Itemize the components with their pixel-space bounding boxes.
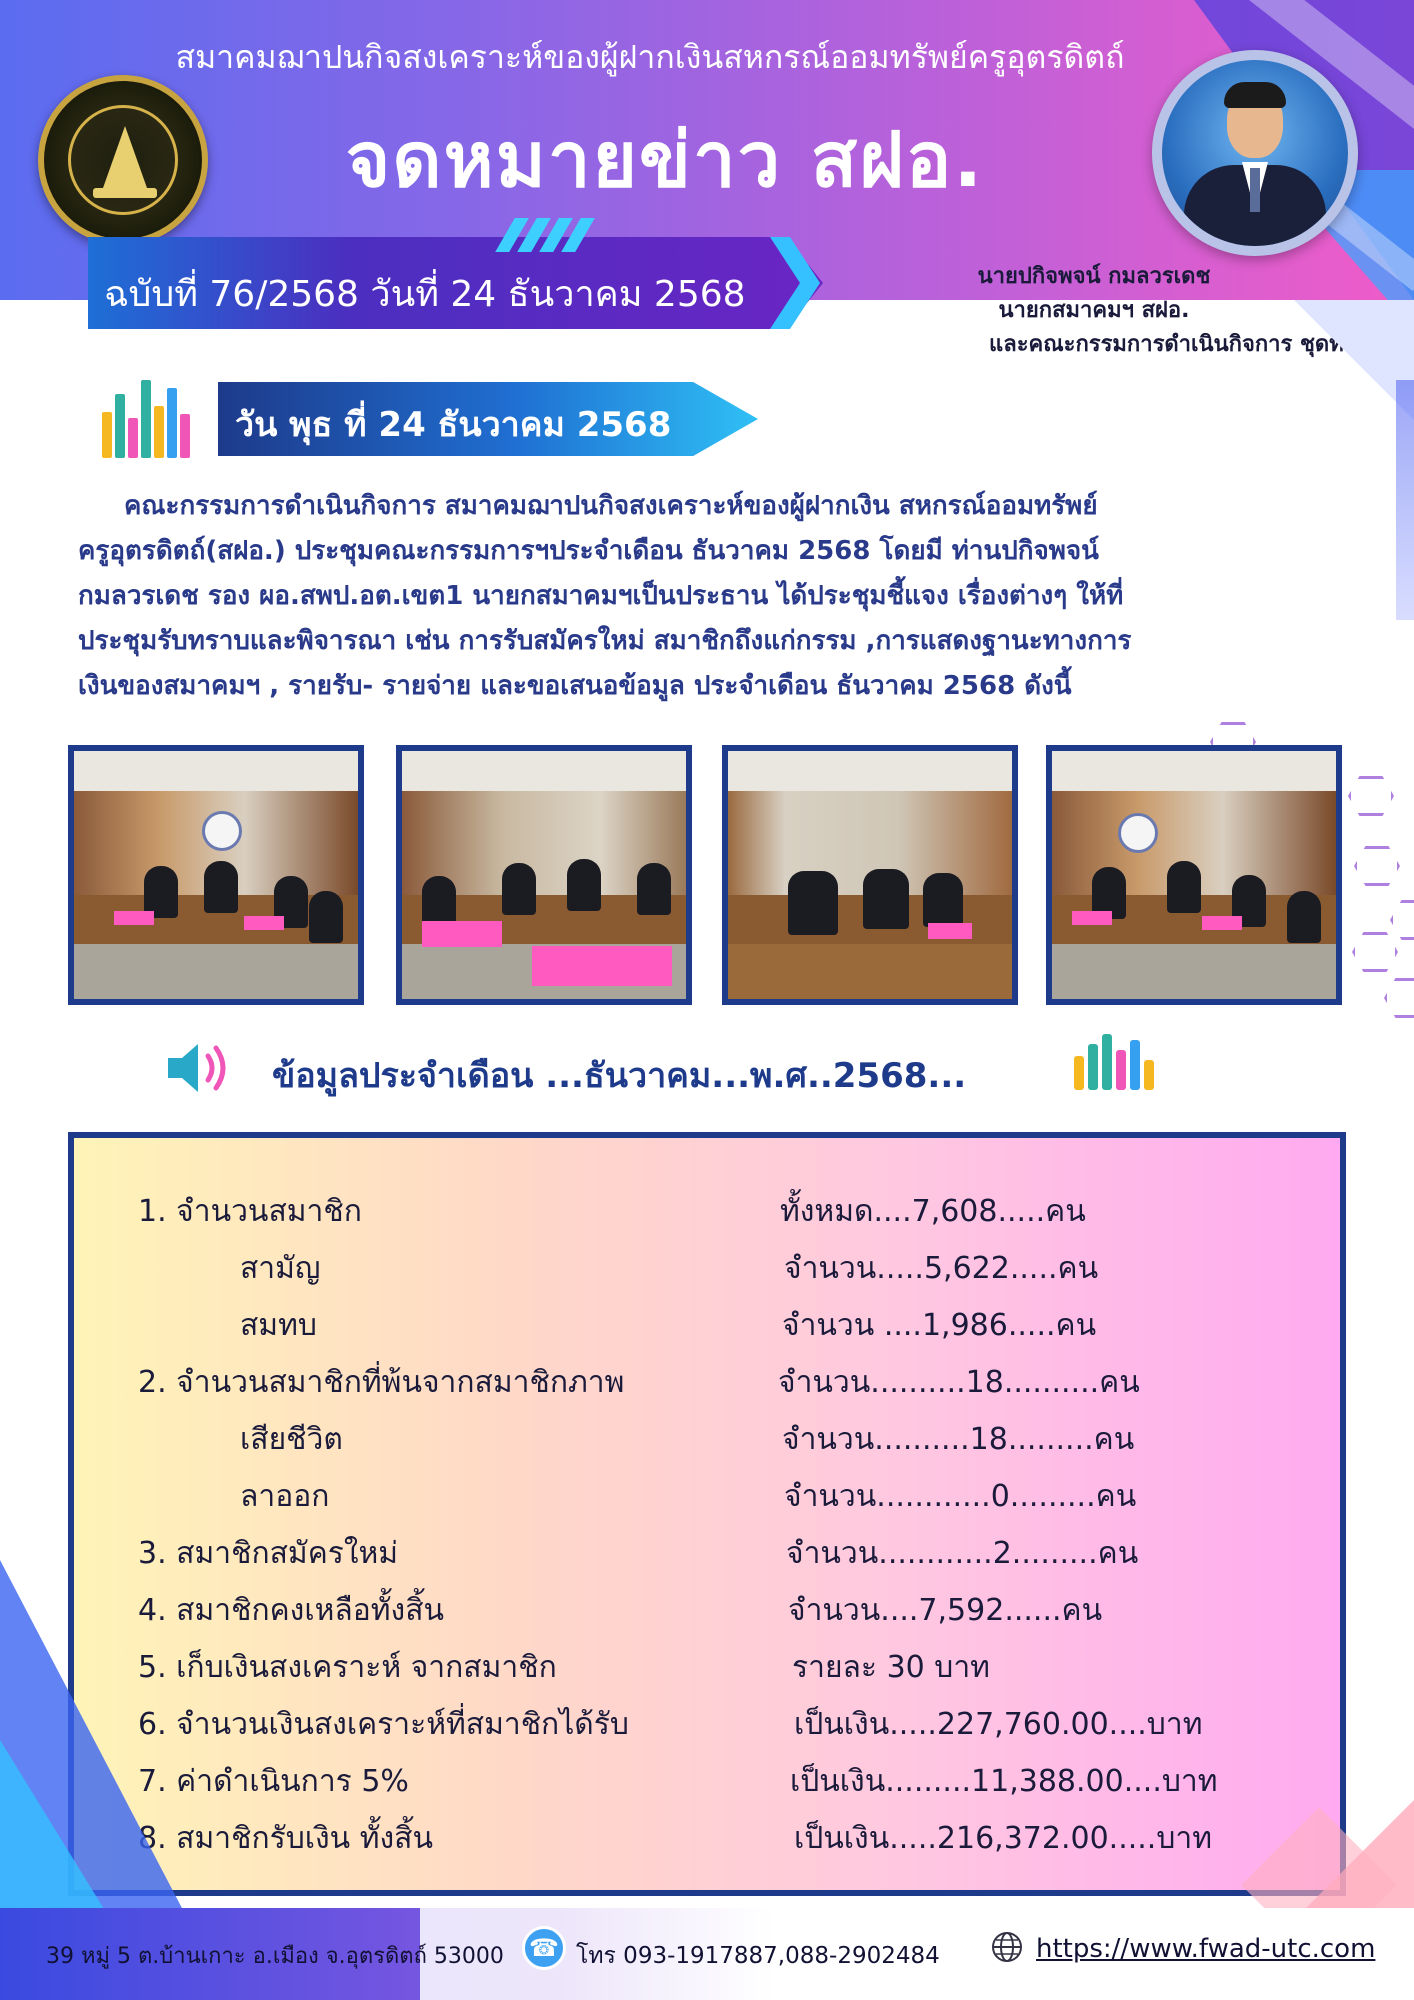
logo-temple: [103, 126, 147, 188]
info-label: 8. สมาชิกรับเงิน ทั้งสิ้น: [138, 1821, 433, 1856]
page-title: จดหมายข่าว สฝอ.: [345, 115, 985, 204]
photo-ceiling: [1052, 751, 1336, 791]
photo-folder: [928, 923, 972, 939]
info-row: [74, 1245, 1340, 1301]
monthly-info-box: [68, 1132, 1346, 1896]
hexagon-decoration: [1354, 846, 1400, 886]
intro-line: เงินของสมาคมฯ , รายรับ- รายจ่าย และขอเสนอข้อมูล ประจำเดือน ธันวาคม 2568 ดังนี้: [78, 671, 1072, 701]
footer-address: 39 หมู่ 5 ต.บ้านเกาะ อ.เมือง จ.อุตรดิตถ์ 53000: [46, 1944, 504, 1969]
photo-seal: [1118, 813, 1158, 853]
globe-icon: [990, 1930, 1024, 1964]
info-label: 5. เก็บเงินสงเคราะห์ จากสมาชิก: [138, 1650, 557, 1685]
speaker-icon: [164, 1036, 236, 1100]
hexagon-decoration: [1348, 776, 1394, 816]
info-row: [74, 1416, 1340, 1472]
info-value: ทั้งหมด....7,608.....คน: [780, 1194, 1086, 1229]
president-photo: [1162, 60, 1348, 246]
association-name: สมาคมฌาปนกิจสงเคราะห์ของผู้ฝากเงินสหกรณ์ออมทรัพย์ครูอุตรดิตถ์: [175, 38, 1125, 76]
info-value: จำนวน..........18..........คน: [778, 1365, 1140, 1400]
info-value: เป็นเงิน.....216,372.00.....บาท: [794, 1821, 1213, 1856]
right-decoration-bar: [1396, 380, 1414, 620]
photo-floor: [728, 944, 1012, 999]
hexagon-decoration: [1390, 900, 1414, 940]
photo-tie: [1250, 168, 1260, 212]
photo-person: [567, 859, 601, 911]
info-label: 7. ค่าดำเนินการ 5%: [138, 1764, 409, 1799]
info-value: จำนวน....7,592......คน: [788, 1593, 1103, 1628]
meeting-date: วัน พุธ ที่ 24 ธันวาคม 2568: [235, 405, 672, 445]
photo-ceiling: [74, 751, 358, 791]
photo-person: [204, 861, 238, 913]
president-photo-frame: [1152, 50, 1358, 256]
info-row: [74, 1473, 1340, 1529]
intro-line: ประชุมรับทราบและพิจารณา เช่น การรับสมัครใหม่ สมาชิกถึงแก่กรรม ,การแสดงฐานะทางการ: [78, 626, 1132, 656]
photo-ceiling: [728, 751, 1012, 791]
info-row: [74, 1587, 1340, 1643]
info-row: [74, 1530, 1340, 1586]
photo-folder: [1202, 916, 1242, 930]
photo-person: [502, 863, 536, 915]
intro-line: ครูอุตรดิตถ์(สฝอ.) ประชุมคณะกรรมการฯประจำเดือน ธันวาคม 2568 โดยมี ท่านปกิจพจน์: [78, 536, 1099, 566]
info-label: 3. สมาชิกสมัครใหม่: [138, 1536, 399, 1571]
info-value: จำนวน ....1,986.....คน: [782, 1308, 1097, 1343]
photo-folder: [1072, 911, 1112, 925]
photo-person: [923, 873, 963, 927]
photo-person: [637, 863, 671, 915]
meeting-photo-4: [1046, 745, 1342, 1005]
bar-chart-icon: [1074, 1030, 1158, 1090]
info-label: 4. สมาชิกคงเหลือทั้งสิ้น: [138, 1593, 445, 1628]
footer-phone[interactable]: โทร 093-1917887,088-2902484: [576, 1943, 940, 1969]
info-label: สามัญ: [240, 1251, 321, 1286]
photo-person: [788, 871, 838, 935]
photo-seal: [202, 811, 242, 851]
meeting-photo-2: [396, 745, 692, 1005]
photo-person: [1287, 891, 1321, 943]
intro-line: กมลวรเดช รอง ผอ.สพป.อต.เขต1 นายกสมาคมฯเป็นประธาน ได้ประชุมชี้แจง เรื่องต่างๆ ให้ที่: [78, 581, 1124, 611]
photo-hair: [1224, 82, 1286, 108]
intro-line: คณะกรรมการดำเนินกิจการ สมาคมฌาปนกิจสงเคราะห์ของผู้ฝากเงิน สหกรณ์ออมทรัพย์: [124, 491, 1098, 521]
info-value: จำนวน............2.........คน: [786, 1536, 1139, 1571]
info-label: ลาออก: [240, 1479, 330, 1514]
info-row: [74, 1758, 1340, 1814]
photo-person: [309, 891, 343, 943]
info-row: [74, 1302, 1340, 1358]
info-value: เป็นเงิน.........11,388.00....บาท: [790, 1764, 1218, 1799]
footer-website-link[interactable]: https://www.fwad-utc.com: [1036, 1934, 1376, 1964]
info-label: เสียชีวิต: [240, 1422, 343, 1457]
issue-number: ฉบับที่ 76/2568 วันที่ 24 ธันวาคม 2568: [104, 274, 746, 315]
info-value: จำนวน..........18.........คน: [782, 1422, 1135, 1457]
info-label: 1. จำนวนสมาชิก: [138, 1194, 362, 1229]
photo-person: [1167, 861, 1201, 913]
info-row: [74, 1644, 1340, 1700]
info-value: จำนวน............0.........คน: [784, 1479, 1137, 1514]
info-value: รายละ 30 บาท: [792, 1650, 990, 1685]
info-value: จำนวน.....5,622.....คน: [784, 1251, 1099, 1286]
info-row: [74, 1188, 1340, 1244]
photo-floor: [74, 944, 358, 999]
photo-floor: [1052, 944, 1336, 999]
photo-ceiling: [402, 751, 686, 791]
photo-folder: [244, 916, 284, 930]
logo-base: [93, 188, 157, 198]
meeting-photo-1: [68, 745, 364, 1005]
association-logo: [38, 75, 208, 245]
intro-paragraph: [78, 484, 1318, 709]
info-value: เป็นเงิน.....227,760.00....บาท: [794, 1707, 1203, 1742]
hexagon-decoration: [1352, 932, 1398, 972]
issue-banner-stripes: [505, 218, 585, 252]
committee-title: และคณะกรรมการดำเนินกิจการ ชุดที่ 13: [989, 332, 1382, 357]
photo-folder: [114, 911, 154, 925]
logo-emblem: [68, 105, 178, 215]
president-name: นายปกิจพจน์ กมลวรเดช: [977, 264, 1211, 289]
section-title: ข้อมูลประจำเดือน ...ธันวาคม...พ.ศ..2568...: [272, 1056, 967, 1096]
photo-person: [863, 869, 909, 929]
info-row: [74, 1815, 1340, 1871]
bar-chart-icon: [102, 378, 188, 458]
hexagon-decoration: [1384, 978, 1414, 1018]
phone-icon: ☎: [522, 1926, 566, 1970]
photo-folder: [532, 946, 672, 986]
meeting-photo-3: [722, 745, 1018, 1005]
info-label: 6. จำนวนเงินสงเคราะห์ที่สมาชิกได้รับ: [138, 1707, 629, 1742]
info-label: สมทบ: [240, 1308, 317, 1343]
president-title: นายกสมาคมฯ สฝอ.: [998, 298, 1190, 323]
info-label: 2. จำนวนสมาชิกที่พ้นจากสมาชิกภาพ: [138, 1365, 625, 1400]
photo-folder: [422, 921, 502, 947]
info-row: [74, 1359, 1340, 1415]
info-row: [74, 1701, 1340, 1757]
